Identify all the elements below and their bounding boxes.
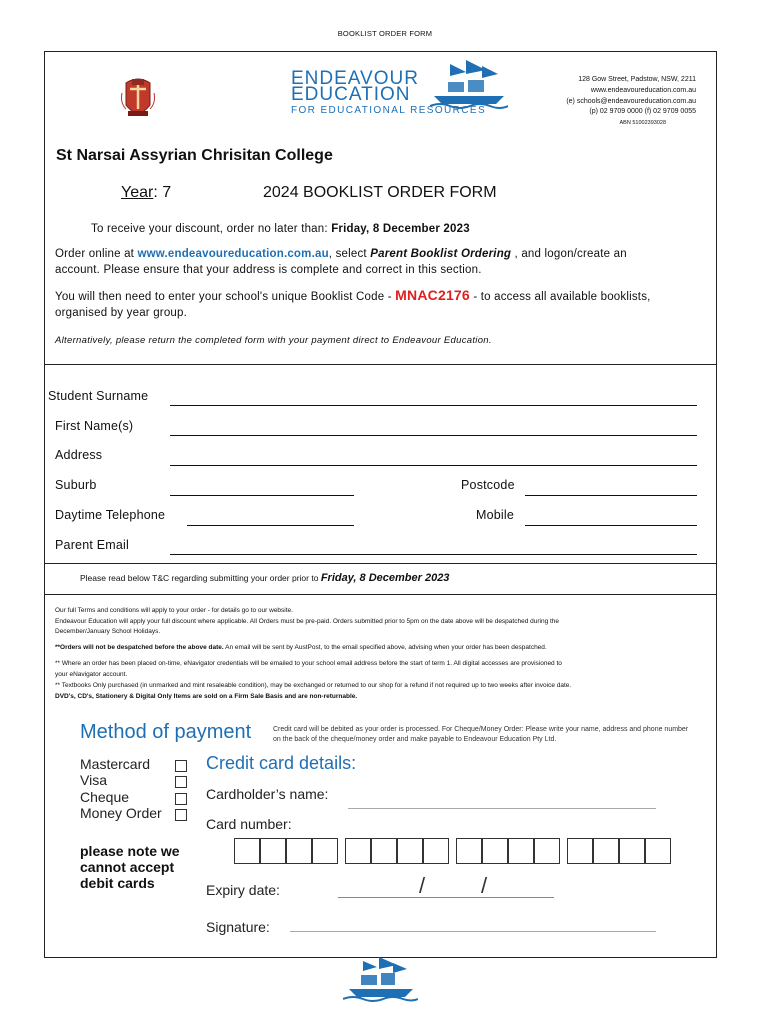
note-line3: debit cards (80, 875, 155, 891)
postcode-input[interactable] (525, 495, 697, 496)
card-digit-box[interactable] (534, 838, 560, 864)
terms-bold: **Orders will not be despatched before the above date. (55, 644, 224, 651)
signature-input[interactable] (290, 931, 656, 932)
money-order-checkbox[interactable] (175, 809, 187, 821)
terms-line: Endeavour Education will apply your full discount where applicable. All Orders must be pre-paid. Orders submitted prior to 5pm on the date above will be despatched during the (55, 618, 560, 625)
terms-line: your eNavigator account. (55, 671, 128, 678)
first-name-input[interactable] (170, 435, 697, 436)
email-label: Parent Email (55, 538, 129, 552)
tc-notice-date: Friday, 8 December 2023 (320, 572, 450, 584)
postcode-label: Postcode (461, 478, 515, 492)
mobile-label: Mobile (476, 508, 515, 522)
contact-website: www.endeavoureducation.com.au (590, 87, 696, 94)
note-line2: cannot accept (80, 859, 175, 875)
suburb-label: Suburb (55, 478, 97, 492)
code-line (55, 287, 710, 321)
method-visa: Visa (80, 772, 107, 788)
payment-title: Method of payment (80, 721, 252, 743)
website-link[interactable]: www.endeavoureducation.com.au (137, 248, 329, 260)
deadline-line (91, 221, 746, 237)
logo-line2: EDUCATION (291, 84, 411, 105)
credit-card-title: Credit card details: (206, 753, 357, 773)
page-top-title: BOOKLIST ORDER FORM (337, 29, 433, 38)
card-digit-box[interactable] (397, 838, 423, 864)
deadline-date: Friday, 8 December 2023 (331, 223, 470, 235)
address-input[interactable] (170, 465, 697, 466)
contact-address: 128 Gow Street, Padstow, NSW, 2211 (578, 76, 696, 83)
terms-rest: An email will be sent by AustPost, to the email specified above, advising when your order has been despatched. (223, 644, 547, 651)
payment-description: Credit card will be debited as your order is processed. For Cheque/Money Order: Please write your name, address and phone number on the back of the cheque/money order and make payable to Endeavour Education Pty Ltd. (273, 726, 689, 743)
tc-notice-text: Please read below T&C regarding submitting your order prior to (80, 573, 319, 583)
online-suffix: , and logon/create an (511, 248, 627, 260)
method-money-order: Money Order (80, 805, 162, 821)
ship-logo-icon (430, 58, 508, 110)
surname-label: Student Surname (48, 389, 149, 403)
terms-line: ** Textbooks Only purchased (in unmarked and mint resaleable condition), may be exchanged or returned to our shop for a refund if not required up to two weeks after invoice date. (55, 682, 572, 689)
suburb-input[interactable] (170, 495, 354, 496)
email-input[interactable] (170, 554, 697, 555)
card-digit-box[interactable] (234, 838, 260, 864)
card-digit-box[interactable] (567, 838, 593, 864)
card-digit-box[interactable] (423, 838, 449, 864)
online-mid: , select (328, 248, 371, 260)
card-digit-box[interactable] (286, 838, 312, 864)
surname-input[interactable] (170, 405, 697, 406)
signature-label: Signature: (206, 919, 270, 935)
year-value: : 7 (153, 184, 172, 201)
card-number-label: Card number: (206, 816, 292, 832)
card-digit-box[interactable] (260, 838, 286, 864)
visa-checkbox[interactable] (175, 776, 187, 788)
method-mastercard: Mastercard (80, 756, 151, 772)
deadline-prefix: To receive your discount, order no later than: (91, 223, 328, 235)
contact-abn: ABN 51002393028 (619, 120, 666, 126)
cheque-checkbox[interactable] (175, 793, 187, 805)
expiry-slash: / (481, 873, 488, 898)
expiry-input[interactable] (338, 897, 554, 898)
terms-line: December/January School Holidays. (55, 628, 161, 635)
online-line (55, 246, 710, 278)
first-name-label: First Name(s) (55, 419, 134, 433)
mastercard-checkbox[interactable] (175, 760, 187, 772)
year-label: Year (121, 184, 154, 201)
terms-line: Our full Terms and conditions will apply to your order - for details go to our website. (55, 607, 293, 614)
card-digit-box[interactable] (619, 838, 645, 864)
code-line2: organised by year group. (55, 307, 188, 319)
phone-label: Daytime Telephone (55, 508, 166, 522)
terms-line (55, 643, 715, 654)
card-digit-box[interactable] (645, 838, 671, 864)
logo-tagline: FOR EDUCATIONAL RESOURCES (291, 105, 487, 116)
card-digit-box[interactable] (508, 838, 534, 864)
note-line1: please note we (80, 843, 180, 859)
card-digit-box[interactable] (482, 838, 508, 864)
contact-email: (e) schools@endeavoureducation.com.au (566, 98, 696, 105)
address-label: Address (55, 448, 103, 462)
code-suffix: - to access all available booklists, (469, 291, 651, 303)
booklist-code: MNAC2176 (395, 287, 470, 303)
mobile-input[interactable] (525, 525, 697, 526)
section-divider (44, 563, 717, 564)
tc-notice (80, 572, 449, 584)
online-prefix: Order online at (55, 248, 138, 260)
footer-ship-icon (343, 955, 418, 1003)
card-digit-box[interactable] (312, 838, 338, 864)
card-digit-box[interactable] (593, 838, 619, 864)
expiry-label: Expiry date: (206, 882, 280, 898)
expiry-slash: / (419, 873, 426, 898)
cardholder-label: Cardholder’s name: (206, 786, 329, 802)
logo-line1: ENDEAVOUR (291, 68, 419, 89)
method-cheque: Cheque (80, 789, 130, 805)
card-digit-box[interactable] (456, 838, 482, 864)
school-crest-icon (118, 73, 158, 125)
form-title: 2024 BOOKLIST ORDER FORM (263, 184, 497, 201)
year-line (121, 184, 171, 202)
section-divider (44, 594, 717, 595)
card-digit-box[interactable] (371, 838, 397, 864)
school-name: St Narsai Assyrian Chrisitan College (56, 147, 333, 164)
code-prefix: You will then need to enter your school's unique Booklist Code - (55, 291, 396, 303)
section-divider (44, 364, 717, 365)
cardholder-input[interactable] (348, 808, 656, 809)
contact-phone: (p) 02 9709 0000 (f) 02 9709 0055 (589, 108, 696, 115)
debit-card-note (80, 843, 180, 891)
terms-line: DVD's, CD's, Stationery & Digital Only Items are sold on a Firm Sale Basis and are non-returnable. (55, 693, 358, 700)
terms-line: ** Where an order has been placed on-time, eNavigator credentials will be emailed to your school email address before the start of term 1. All digital accesses are provisioned to (55, 660, 562, 667)
card-digit-box[interactable] (345, 838, 371, 864)
online-line2: account. Please ensure that your address is complete and correct in this section. (55, 264, 482, 276)
parent-booklist-ordering: Parent Booklist Ordering (370, 248, 512, 260)
phone-input[interactable] (187, 525, 354, 526)
alternative-note: Alternatively, please return the completed form with your payment direct to Endeavour Education. (55, 335, 492, 346)
